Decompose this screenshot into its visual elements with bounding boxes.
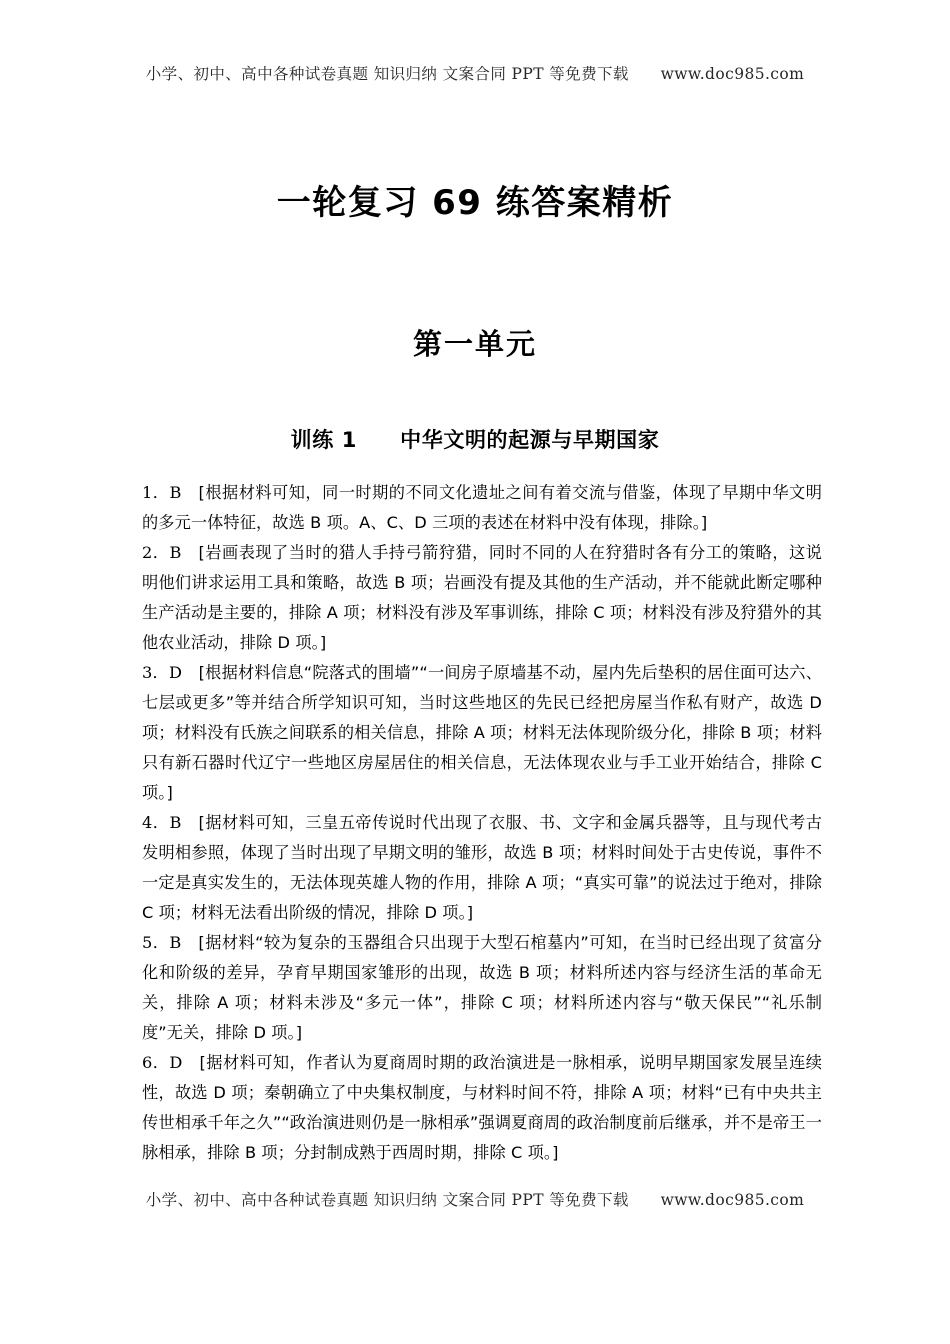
section-heading: 训练 1 中华文明的起源与早期国家 (290, 428, 660, 452)
answer-number: 6．D (142, 1053, 183, 1072)
answer-entry (142, 478, 822, 538)
answer-entry (142, 658, 822, 808)
answer-number: 2．B (142, 543, 182, 562)
answer-number: 3．D (142, 663, 183, 682)
answer-entry (142, 808, 822, 928)
answer-number: 5．B (142, 933, 182, 952)
answer-text: [据材料“较为复杂的玉器组合只出现于大型石棺墓内”可知，在当时已经出现了贫富分化和阶级的差异，孕育早期国家雏形的出现，故选 B 项；材料所述内容与经济生活的革命无关，排除 A 项；材料未涉及“多元一体”，排除 C 项；材料所述内容与“敬天保民”“礼乐制度”无关，排除 D 项。] (142, 933, 822, 1042)
answer-entry (142, 928, 822, 1048)
answer-entry (142, 538, 822, 658)
answer-number: 4．B (142, 813, 182, 832)
answer-text: [据材料可知，三皇五帝传说时代出现了衣服、书、文字和金属兵器等，且与现代考古发明相参照，体现了当时出现了早期文明的雏形，故选 B 项；材料时间处于古史传说，事件不一定是真实发生的，无法体现英雄人物的作用，排除 A 项；“真实可靠”的说法过于绝对，排除 C 项；材料无法看出阶级的情况，排除 D 项。] (142, 813, 822, 922)
running-header: 小学、初中、高中各种试卷真题 知识归纳 文案合同 PPT 等免费下载 www.doc985.com (145, 65, 805, 83)
answer-text: [根据材料可知，同一时期的不同文化遗址之间有着交流与借鉴，体现了早期中华文明的多元一体特征，故选 B 项。A、C、D 三项的表述在材料中没有体现，排除。] (142, 483, 822, 532)
answer-number: 1．B (142, 483, 182, 502)
answer-entry (142, 1048, 822, 1168)
answer-text: [根据材料信息“院落式的围墙”“一间房子原墙基不动，屋内先后垫积的居住面可达六、七层或更多”等并结合所学知识可知，当时这些地区的先民已经把房屋当作私有财产，故选 D 项；材料没有氏族之间联系的相关信息，排除 A 项；材料无法体现阶级分化，排除 B 项；材料只有新石器时代辽宁一些地区房屋居住的相关信息，无法体现农业与手工业开始结合，排除 C 项。] (142, 663, 823, 802)
unit-heading: 第一单元 (412, 327, 537, 362)
answer-list (142, 478, 822, 1168)
answer-text: [岩画表现了当时的猎人手持弓箭狩猎，同时不同的人在狩猎时各有分工的策略，这说明他们讲求运用工具和策略，故选 B 项；岩画没有提及其他的生产活动，并不能就此断定哪种生产活动是主要的，排除 A 项；材料没有涉及军事训练，排除 C 项；材料没有涉及狩猎外的其他农业活动，排除 D 项。] (142, 543, 822, 652)
running-footer: 小学、初中、高中各种试卷真题 知识归纳 文案合同 PPT 等免费下载 www.doc985.com (145, 1191, 805, 1209)
page-title: 一轮复习 69 练答案精析 (276, 182, 674, 223)
answer-text: [据材料可知，作者认为夏商周时期的政治演进是一脉相承，说明早期国家发展呈连续性，故选 D 项；秦朝确立了中央集权制度，与材料时间不符，排除 A 项；材料“已有中央共主传世相承千年之久”“政治演进则仍是一脉相承”强调夏商周的政治制度前后继承，并不是帝王一脉相承，排除 B 项；分封制成熟于西周时期，排除 C 项。] (142, 1053, 823, 1162)
